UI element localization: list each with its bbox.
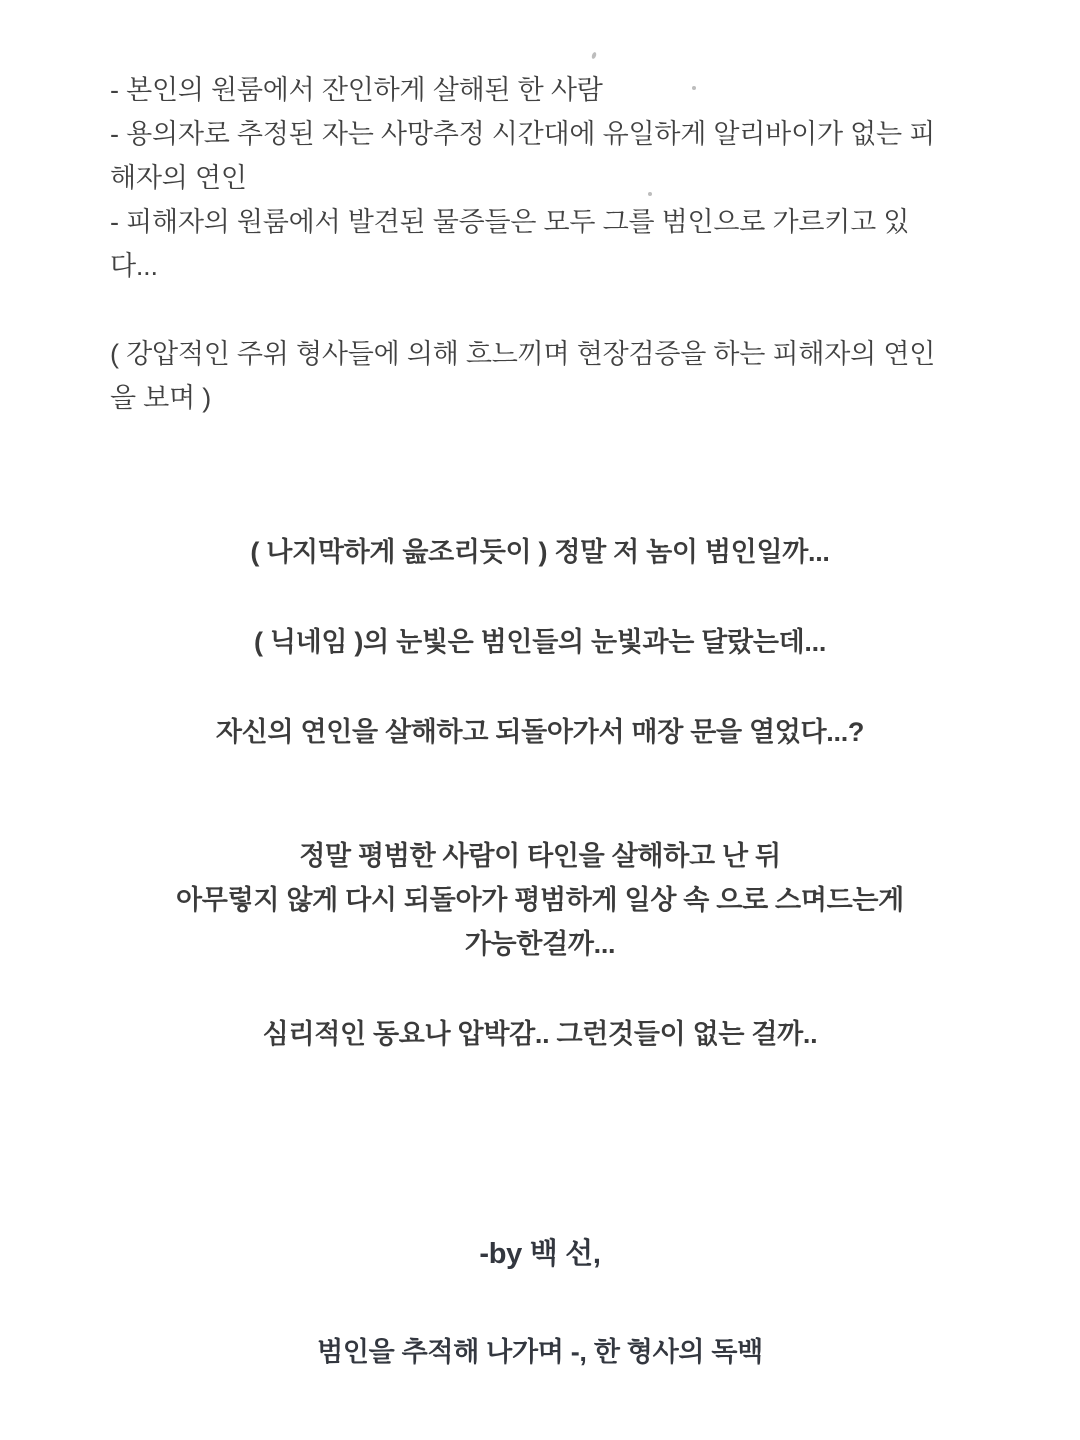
monologue-line-2: ( 닉네임 )의 눈빛은 범인들의 눈빛과는 달랐는데... xyxy=(253,627,827,657)
monologue-gap-4 xyxy=(0,966,1080,1012)
monologue-line-1: ( 나지막하게 읊조리듯이 ) 정말 저 놈이 범인일까... xyxy=(250,537,830,567)
scan-speck-icon xyxy=(648,192,652,196)
monologue-gap-2 xyxy=(0,664,1080,710)
intro-line-2: - 용의자로 추정된 자는 사망추정 시간대에 유일하게 알리바이가 없는 피해자의 연인 xyxy=(110,119,936,193)
monologue-gap-3 xyxy=(0,754,1080,834)
intro-spacer xyxy=(110,288,940,332)
monologue-block xyxy=(0,530,1080,1056)
stage-direction: ( 강압적인 주위 형사들에 의해 흐느끼며 현장검증을 하는 피해자의 연인을 보며 ) xyxy=(110,339,936,413)
scan-speck-icon xyxy=(591,52,597,60)
monologue-line-3: 자신의 연인을 살해하고 되돌아가서 매장 문을 열었다...? xyxy=(215,717,865,747)
intro-block xyxy=(110,68,940,420)
signature: -by 백 선, xyxy=(479,1238,601,1270)
monologue-line-4: 정말 평범한 사람이 타인을 살해하고 난 뒤 xyxy=(299,841,781,871)
intro-line-3: - 피해자의 원룸에서 발견된 물증들은 모두 그를 범인으로 가르키고 있다... xyxy=(110,207,910,281)
monologue-line-5: 아무렇지 않게 다시 되돌아가 평범하게 일상 속 으로 스며드는게 xyxy=(176,885,904,915)
intro-line-1: - 본인의 원룸에서 잔인하게 살해된 한 사람 xyxy=(110,75,603,105)
monologue-line-7: 심리적인 동요나 압박감.. 그런것들이 없는 걸까.. xyxy=(262,1019,818,1049)
credit-line: 범인을 추적해 나가며 -, 한 형사의 독백 xyxy=(317,1337,763,1367)
monologue-gap-1 xyxy=(0,574,1080,620)
scan-speck-icon xyxy=(692,86,696,90)
monologue-line-6: 가능한걸까... xyxy=(464,929,616,959)
